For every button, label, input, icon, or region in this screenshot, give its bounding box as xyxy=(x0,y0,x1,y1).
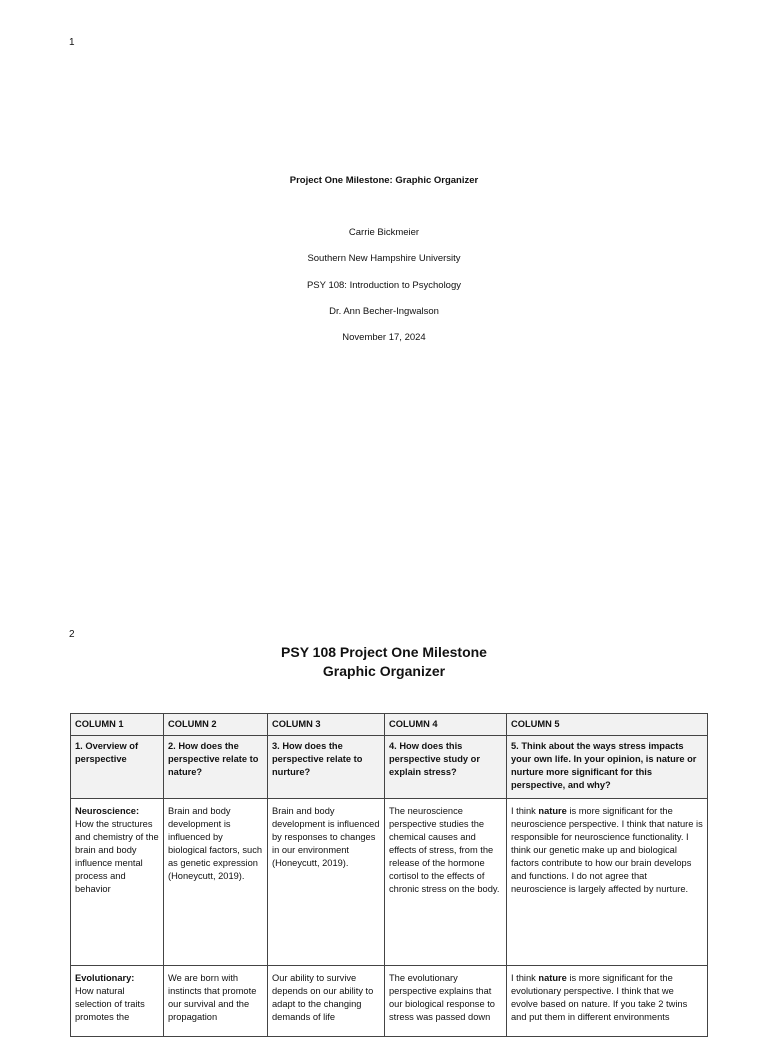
table-row xyxy=(71,799,708,966)
opinion-emphasis: nature xyxy=(538,806,567,816)
question-row xyxy=(71,736,708,799)
column-header: COLUMN 4 xyxy=(385,714,507,736)
page-number: 1 xyxy=(69,37,75,48)
column-header: COLUMN 2 xyxy=(164,714,268,736)
graphic-organizer-table xyxy=(70,713,708,1037)
author-name: Carrie Bickmeier xyxy=(348,227,420,238)
table-row xyxy=(71,966,708,1037)
column-header: COLUMN 5 xyxy=(507,714,708,736)
question-cell: 5. Think about the ways stress impacts your own life. In your opinion, is nature or nurture more significant for this perspective, and why? xyxy=(507,736,708,799)
course-name: PSY 108: Introduction to Psychology xyxy=(306,280,462,291)
table-header-row xyxy=(71,714,708,736)
institution-name: Southern New Hampshire University xyxy=(307,253,461,264)
perspective-overview: How natural selection of traits promotes the xyxy=(75,986,145,1022)
opinion-cell xyxy=(507,799,708,966)
question-cell: 1. Overview of perspective xyxy=(71,736,164,799)
column-header: COLUMN 3 xyxy=(268,714,385,736)
nurture-cell: Our ability to survive depends on our ability to adapt to the changing demands of life xyxy=(268,966,385,1037)
perspective-name: Evolutionary: xyxy=(75,973,135,983)
nurture-cell: Brain and body development is influenced by responses to changes in our environment (Honeycutt, 2019). xyxy=(268,799,385,966)
column-header: COLUMN 1 xyxy=(71,714,164,736)
nature-cell: We are born with instincts that promote our survival and the propagation xyxy=(164,966,268,1037)
instructor-name: Dr. Ann Becher-Ingwalson xyxy=(329,306,439,317)
opinion-emphasis: nature xyxy=(538,973,567,983)
stress-cell: The neuroscience perspective studies the chemical causes and effects of stress, from the release of the hormone cortisol to the effects of chronic stress on the body. xyxy=(385,799,507,966)
perspective-overview: How the structures and chemistry of the brain and body influence mental process and behavior xyxy=(75,819,159,894)
overview-cell xyxy=(71,799,164,966)
organizer-heading-line1: PSY 108 Project One Milestone xyxy=(281,644,487,660)
perspective-name: Neuroscience: xyxy=(75,806,140,816)
question-cell: 2. How does the perspective relate to nature? xyxy=(164,736,268,799)
organizer-heading-line2: Graphic Organizer xyxy=(322,663,446,679)
question-cell: 4. How does this perspective study or explain stress? xyxy=(385,736,507,799)
opinion-text: I think xyxy=(511,973,539,983)
stress-cell: The evolutionary perspective explains that our biological response to stress was passed down xyxy=(385,966,507,1037)
page-number: 2 xyxy=(69,629,75,640)
opinion-text: is more significant for the evolutionary perspective. I think that we evolve based on nature. If you take 2 twins and put them in different environments xyxy=(511,973,688,1022)
opinion-text: is more significant for the neuroscience perspective. I think that nature is responsible for neuroscience functionality. I think our genetic make up and biological factors contribute to how our brain develops and functions. I do not agree that neuroscience is largely affected by nurture. xyxy=(511,806,703,894)
overview-cell xyxy=(71,966,164,1037)
opinion-text: I think xyxy=(511,806,539,816)
nature-cell: Brain and body development is influenced by biological factors, such as genetic expression (Honeycutt, 2019). xyxy=(164,799,268,966)
question-cell: 3. How does the perspective relate to nurture? xyxy=(268,736,385,799)
paper-title: Project One Milestone: Graphic Organizer xyxy=(289,175,479,186)
submission-date: November 17, 2024 xyxy=(342,332,426,343)
opinion-cell xyxy=(507,966,708,1037)
